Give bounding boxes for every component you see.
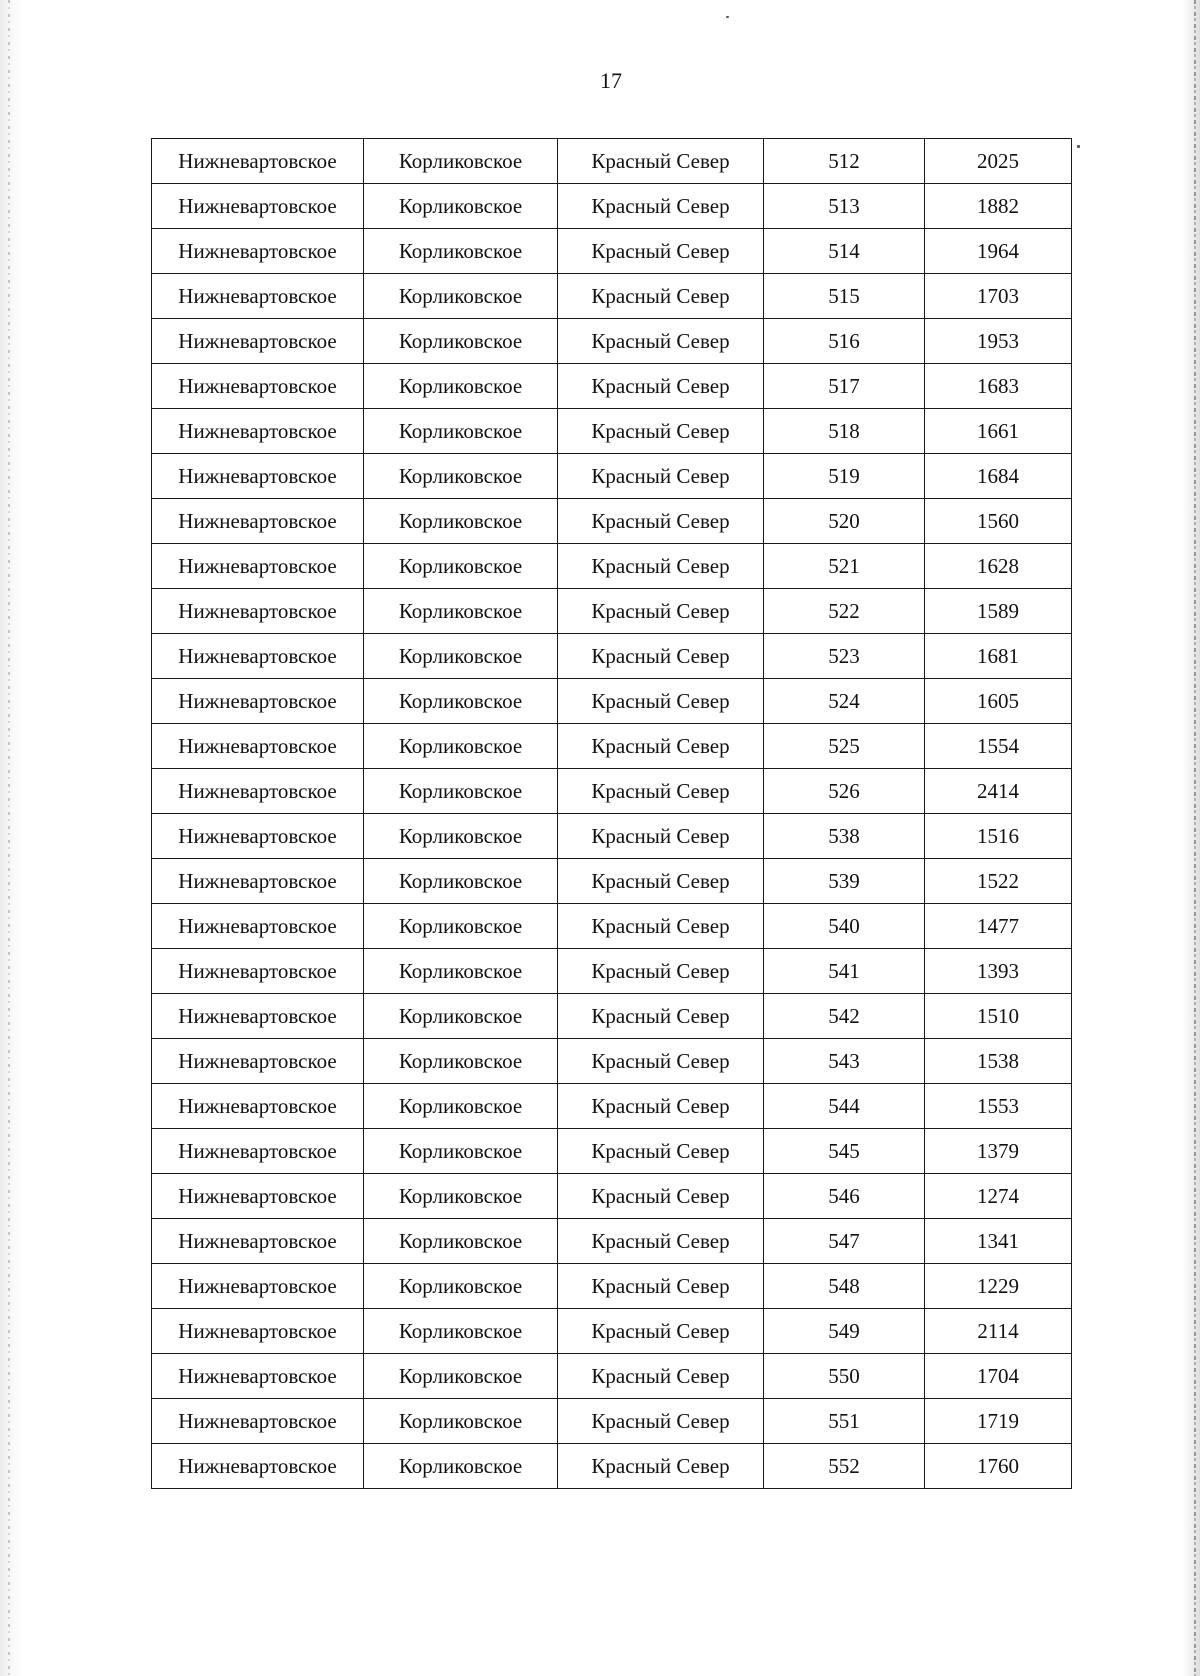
area-cell: 1274: [925, 1174, 1072, 1219]
table-row: [152, 1399, 1072, 1444]
tract-cell: Красный Север: [558, 949, 764, 994]
tract-cell: Красный Север: [558, 1264, 764, 1309]
tract-cell: Красный Север: [558, 904, 764, 949]
quarter-cell: 521: [764, 544, 925, 589]
table-row: [152, 544, 1072, 589]
district-cell: Нижневартовское: [152, 184, 364, 229]
tract-cell: Красный Север: [558, 319, 764, 364]
scan-speck: [726, 16, 729, 18]
district-cell: Нижневартовское: [152, 1264, 364, 1309]
scan-speck: [1077, 145, 1080, 148]
forestry-cell: Корликовское: [364, 409, 558, 454]
quarter-cell: 548: [764, 1264, 925, 1309]
forestry-cell: Корликовское: [364, 364, 558, 409]
district-cell: Нижневартовское: [152, 1084, 364, 1129]
tract-cell: Красный Север: [558, 634, 764, 679]
table-row: [152, 769, 1072, 814]
quarter-cell: 523: [764, 634, 925, 679]
quarter-cell: 551: [764, 1399, 925, 1444]
table-row: [152, 1309, 1072, 1354]
forestry-cell: Корликовское: [364, 274, 558, 319]
tract-cell: Красный Север: [558, 544, 764, 589]
district-cell: Нижневартовское: [152, 274, 364, 319]
table-row: [152, 319, 1072, 364]
area-cell: 1964: [925, 229, 1072, 274]
district-cell: Нижневартовское: [152, 1219, 364, 1264]
forestry-cell: Корликовское: [364, 1129, 558, 1174]
quarter-cell: 515: [764, 274, 925, 319]
forestry-cell: Корликовское: [364, 1174, 558, 1219]
forestry-cell: Корликовское: [364, 769, 558, 814]
district-cell: Нижневартовское: [152, 904, 364, 949]
forestry-cell: Корликовское: [364, 1399, 558, 1444]
district-cell: Нижневартовское: [152, 1309, 364, 1354]
forestry-cell: Корликовское: [364, 229, 558, 274]
tract-cell: Красный Север: [558, 814, 764, 859]
area-cell: 1393: [925, 949, 1072, 994]
area-cell: 2414: [925, 769, 1072, 814]
area-cell: 1683: [925, 364, 1072, 409]
tract-cell: Красный Север: [558, 1039, 764, 1084]
table-row: [152, 1039, 1072, 1084]
district-cell: Нижневартовское: [152, 139, 364, 184]
quarter-cell: 541: [764, 949, 925, 994]
tract-cell: Красный Север: [558, 1354, 764, 1399]
quarter-cell: 544: [764, 1084, 925, 1129]
table-body: [152, 139, 1072, 1489]
page-number: 17: [600, 68, 622, 93]
district-cell: Нижневартовское: [152, 859, 364, 904]
table-row: [152, 409, 1072, 454]
tract-cell: Красный Север: [558, 769, 764, 814]
area-cell: 1882: [925, 184, 1072, 229]
tract-cell: Красный Север: [558, 724, 764, 769]
scan-edge-left: [0, 0, 22, 1676]
district-cell: Нижневартовское: [152, 1129, 364, 1174]
area-cell: 1605: [925, 679, 1072, 724]
table-row: [152, 1444, 1072, 1489]
table-row: [152, 814, 1072, 859]
table-row: [152, 904, 1072, 949]
table-row: [152, 364, 1072, 409]
area-cell: 1719: [925, 1399, 1072, 1444]
tract-cell: Красный Север: [558, 139, 764, 184]
forestry-cell: Корликовское: [364, 994, 558, 1039]
table-row: [152, 1129, 1072, 1174]
forestry-cell: Корликовское: [364, 904, 558, 949]
area-cell: 2025: [925, 139, 1072, 184]
district-cell: Нижневартовское: [152, 499, 364, 544]
forestry-cell: Корликовское: [364, 634, 558, 679]
table-row: [152, 454, 1072, 499]
quarter-cell: 545: [764, 1129, 925, 1174]
tract-cell: Красный Север: [558, 1444, 764, 1489]
district-cell: Нижневартовское: [152, 544, 364, 589]
forestry-cell: Корликовское: [364, 814, 558, 859]
district-cell: Нижневартовское: [152, 319, 364, 364]
district-cell: Нижневартовское: [152, 634, 364, 679]
tract-cell: Красный Север: [558, 1309, 764, 1354]
forestry-cell: Корликовское: [364, 679, 558, 724]
quarter-cell: 520: [764, 499, 925, 544]
tract-cell: Красный Север: [558, 859, 764, 904]
area-cell: 1516: [925, 814, 1072, 859]
district-cell: Нижневартовское: [152, 589, 364, 634]
district-cell: Нижневартовское: [152, 769, 364, 814]
forestry-cell: Корликовское: [364, 859, 558, 904]
data-table: [151, 138, 1072, 1489]
tract-cell: Красный Север: [558, 1129, 764, 1174]
area-cell: 1661: [925, 409, 1072, 454]
district-cell: Нижневартовское: [152, 1174, 364, 1219]
table-row: [152, 139, 1072, 184]
district-cell: Нижневартовское: [152, 1039, 364, 1084]
forestry-cell: Корликовское: [364, 1084, 558, 1129]
area-cell: 1341: [925, 1219, 1072, 1264]
tract-cell: Красный Север: [558, 274, 764, 319]
area-cell: 1553: [925, 1084, 1072, 1129]
area-cell: 1704: [925, 1354, 1072, 1399]
forestry-cell: Корликовское: [364, 184, 558, 229]
area-cell: 1229: [925, 1264, 1072, 1309]
table-row: [152, 499, 1072, 544]
tract-cell: Красный Север: [558, 1084, 764, 1129]
table-row: [152, 1354, 1072, 1399]
district-cell: Нижневартовское: [152, 229, 364, 274]
district-cell: Нижневартовское: [152, 1399, 364, 1444]
area-cell: 1510: [925, 994, 1072, 1039]
district-cell: Нижневартовское: [152, 454, 364, 499]
area-cell: 1538: [925, 1039, 1072, 1084]
forestry-cell: Корликовское: [364, 949, 558, 994]
table-row: [152, 1219, 1072, 1264]
area-cell: 2114: [925, 1309, 1072, 1354]
area-cell: 1628: [925, 544, 1072, 589]
quarter-cell: 522: [764, 589, 925, 634]
tract-cell: Красный Север: [558, 1219, 764, 1264]
forestry-cell: Корликовское: [364, 1219, 558, 1264]
quarter-cell: 547: [764, 1219, 925, 1264]
quarter-cell: 518: [764, 409, 925, 454]
forestry-cell: Корликовское: [364, 1354, 558, 1399]
quarter-cell: 519: [764, 454, 925, 499]
area-cell: 1953: [925, 319, 1072, 364]
scan-edge-right: [1182, 0, 1200, 1676]
tract-cell: Красный Север: [558, 1399, 764, 1444]
forestry-cell: Корликовское: [364, 724, 558, 769]
table-row: [152, 274, 1072, 319]
quarter-cell: 549: [764, 1309, 925, 1354]
quarter-cell: 517: [764, 364, 925, 409]
table-row: [152, 724, 1072, 769]
district-cell: Нижневартовское: [152, 949, 364, 994]
district-cell: Нижневартовское: [152, 994, 364, 1039]
table-row: [152, 949, 1072, 994]
area-cell: 1703: [925, 274, 1072, 319]
quarter-cell: 539: [764, 859, 925, 904]
table-row: [152, 634, 1072, 679]
table-row: [152, 1264, 1072, 1309]
forestry-cell: Корликовское: [364, 319, 558, 364]
data-table-container: [151, 138, 1071, 1489]
district-cell: Нижневартовское: [152, 679, 364, 724]
tract-cell: Красный Север: [558, 229, 764, 274]
quarter-cell: 550: [764, 1354, 925, 1399]
table-row: [152, 859, 1072, 904]
quarter-cell: 512: [764, 139, 925, 184]
forestry-cell: Корликовское: [364, 589, 558, 634]
table-row: [152, 1084, 1072, 1129]
area-cell: 1554: [925, 724, 1072, 769]
tract-cell: Красный Север: [558, 184, 764, 229]
forestry-cell: Корликовское: [364, 544, 558, 589]
forestry-cell: Корликовское: [364, 1264, 558, 1309]
quarter-cell: 525: [764, 724, 925, 769]
quarter-cell: 526: [764, 769, 925, 814]
forestry-cell: Корликовское: [364, 1309, 558, 1354]
district-cell: Нижневартовское: [152, 1444, 364, 1489]
quarter-cell: 542: [764, 994, 925, 1039]
area-cell: 1477: [925, 904, 1072, 949]
quarter-cell: 513: [764, 184, 925, 229]
tract-cell: Красный Север: [558, 364, 764, 409]
quarter-cell: 543: [764, 1039, 925, 1084]
quarter-cell: 516: [764, 319, 925, 364]
area-cell: 1589: [925, 589, 1072, 634]
quarter-cell: 538: [764, 814, 925, 859]
district-cell: Нижневартовское: [152, 409, 364, 454]
area-cell: 1379: [925, 1129, 1072, 1174]
quarter-cell: 524: [764, 679, 925, 724]
district-cell: Нижневартовское: [152, 724, 364, 769]
quarter-cell: 514: [764, 229, 925, 274]
tract-cell: Красный Север: [558, 994, 764, 1039]
area-cell: 1560: [925, 499, 1072, 544]
forestry-cell: Корликовское: [364, 1444, 558, 1489]
area-cell: 1760: [925, 1444, 1072, 1489]
tract-cell: Красный Север: [558, 1174, 764, 1219]
table-row: [152, 1174, 1072, 1219]
quarter-cell: 546: [764, 1174, 925, 1219]
table-row: [152, 589, 1072, 634]
area-cell: 1681: [925, 634, 1072, 679]
table-row: [152, 229, 1072, 274]
tract-cell: Красный Север: [558, 499, 764, 544]
tract-cell: Красный Север: [558, 409, 764, 454]
table-row: [152, 679, 1072, 724]
table-row: [152, 994, 1072, 1039]
table-row: [152, 184, 1072, 229]
district-cell: Нижневартовское: [152, 364, 364, 409]
forestry-cell: Корликовское: [364, 454, 558, 499]
area-cell: 1684: [925, 454, 1072, 499]
forestry-cell: Корликовское: [364, 139, 558, 184]
district-cell: Нижневартовское: [152, 814, 364, 859]
forestry-cell: Корликовское: [364, 1039, 558, 1084]
area-cell: 1522: [925, 859, 1072, 904]
quarter-cell: 540: [764, 904, 925, 949]
quarter-cell: 552: [764, 1444, 925, 1489]
tract-cell: Красный Север: [558, 454, 764, 499]
forestry-cell: Корликовское: [364, 499, 558, 544]
tract-cell: Красный Север: [558, 589, 764, 634]
tract-cell: Красный Север: [558, 679, 764, 724]
district-cell: Нижневартовское: [152, 1354, 364, 1399]
